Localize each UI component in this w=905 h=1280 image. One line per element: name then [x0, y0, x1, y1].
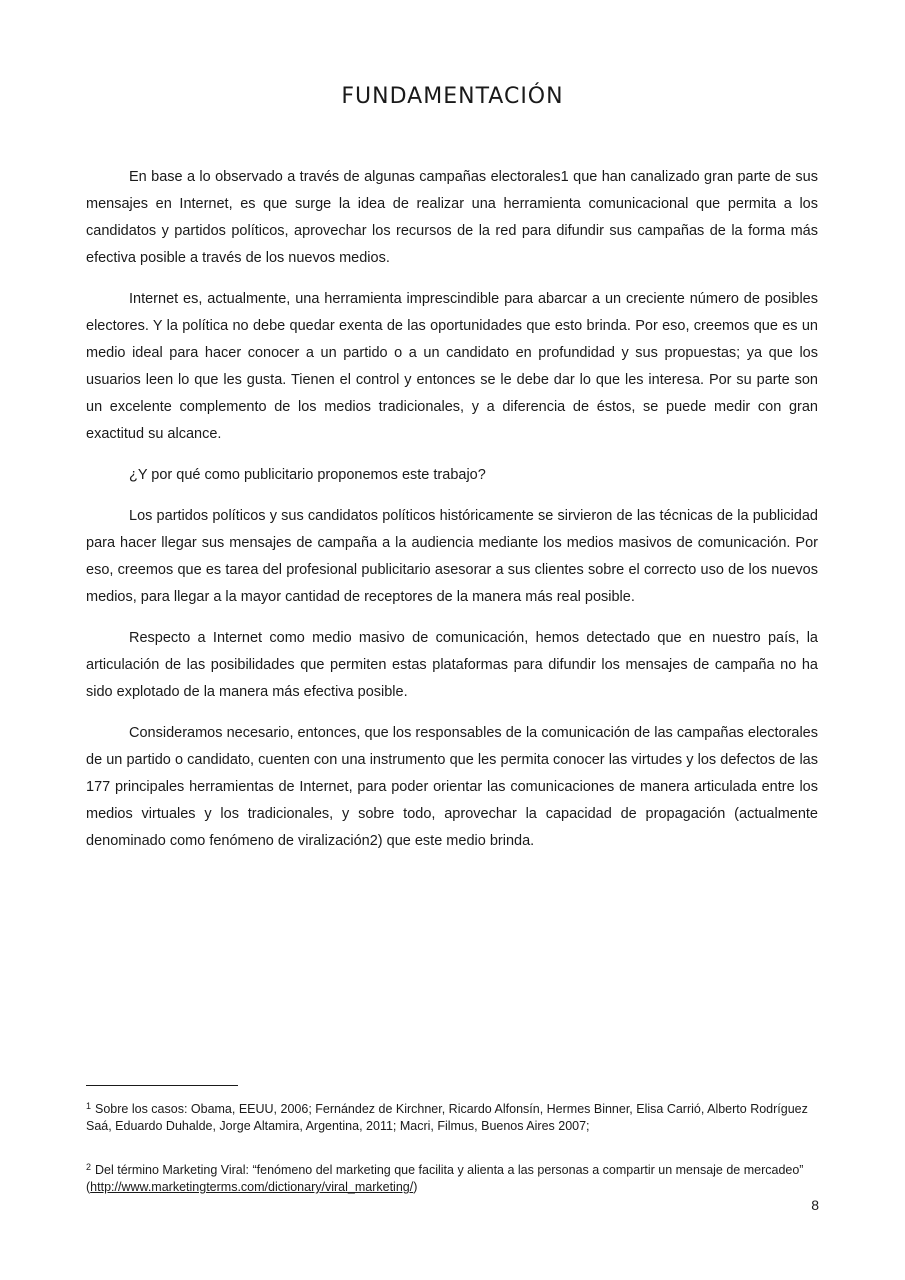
footnote-1-number: 1	[86, 1101, 92, 1111]
paragraph-3: ¿Y por qué como publicitario proponemos este trabajo?	[129, 467, 486, 483]
paragraph-6: Consideramos necesario, entonces, que los responsables de la comunicación de las campañas electorales de un partido o candidato, cuenten con una instrumento que les permita conocer las virtudes y los defectos de las 177 principales herramientas de Internet, para poder orientar las comunicaciones de manera articulada entre los medios virtuales y los tradicionales, y sobre todo, aprovechar la capacidad de propagación (actualmente denominado como fenómeno de viralización2) que este medio brinda.	[86, 725, 818, 849]
footnote-1	[86, 1098, 818, 1135]
footnote-2	[86, 1159, 818, 1196]
footnote-2-text-end: )	[413, 1180, 418, 1194]
paragraph-1: En base a lo observado a través de algunas campañas electorales1 que han canalizado gran parte de sus mensajes en Internet, es que surge la idea de realizar una herramienta comunicacional que permita a los candidatos y partidos políticos, aprovechar los recursos de la red para difundir sus campañas de la forma más efectiva posible a través de los nuevos medios.	[86, 169, 818, 266]
body-text	[86, 164, 818, 869]
page-title: FUNDAMENTACIÓN	[341, 84, 564, 109]
footnotes	[86, 1085, 818, 1196]
footnote-1-text: Sobre los casos: Obama, EEUU, 2006; Fernández de Kirchner, Ricardo Alfonsín, Hermes Binner, Elisa Carrió, Alberto Rodríguez Saá, Eduardo Duhalde, Jorge Altamira, Argentina, 2011; Macri, Filmus, Buenos Aires 2007;	[86, 1102, 808, 1133]
paragraph-4: Los partidos políticos y sus candidatos políticos históricamente se sirvieron de las técnicas de la publicidad para hacer llegar sus mensajes de campaña a la audiencia mediante los medios masivos de comunicación. Por eso, creemos que es tarea del profesional publicitario asesorar a sus clientes sobre el correcto uso de los nuevos medios, para llegar a la mayor cantidad de receptores de la manera más real posible.	[86, 508, 818, 605]
footnote-2-text: Del término Marketing Viral: “fenómeno del marketing que facilita y alienta a las personas a compartir un mensaje de mercadeo” (	[86, 1163, 804, 1194]
paragraph-2: Internet es, actualmente, una herramienta imprescindible para abarcar a un creciente número de posibles electores. Y la política no debe quedar exenta de las oportunidades que esto brinda. Por eso, creemos que es un medio ideal para hacer conocer a un partido o a un candidato en profundidad y sus propuestas; ya que los usuarios leen lo que les gusta. Tienen el control y entonces se le debe dar lo que les interesa. Por su parte son un excelente complemento de los medios tradicionales, y a diferencia de éstos, se puede medir con gran exactitud su alcance.	[86, 291, 818, 442]
footnote-separator	[86, 1085, 238, 1086]
page-number: 8	[811, 1197, 819, 1213]
paragraph-5: Respecto a Internet como medio masivo de comunicación, hemos detectado que en nuestro país, la articulación de las posibilidades que permiten estas plataformas para difundir los mensajes de campaña no ha sido explotado de la manera más efectiva posible.	[86, 630, 818, 700]
footnote-2-number: 2	[86, 1162, 92, 1172]
footnote-2-link[interactable]: http://www.marketingterms.com/dictionary/viral_marketing/	[90, 1180, 414, 1194]
